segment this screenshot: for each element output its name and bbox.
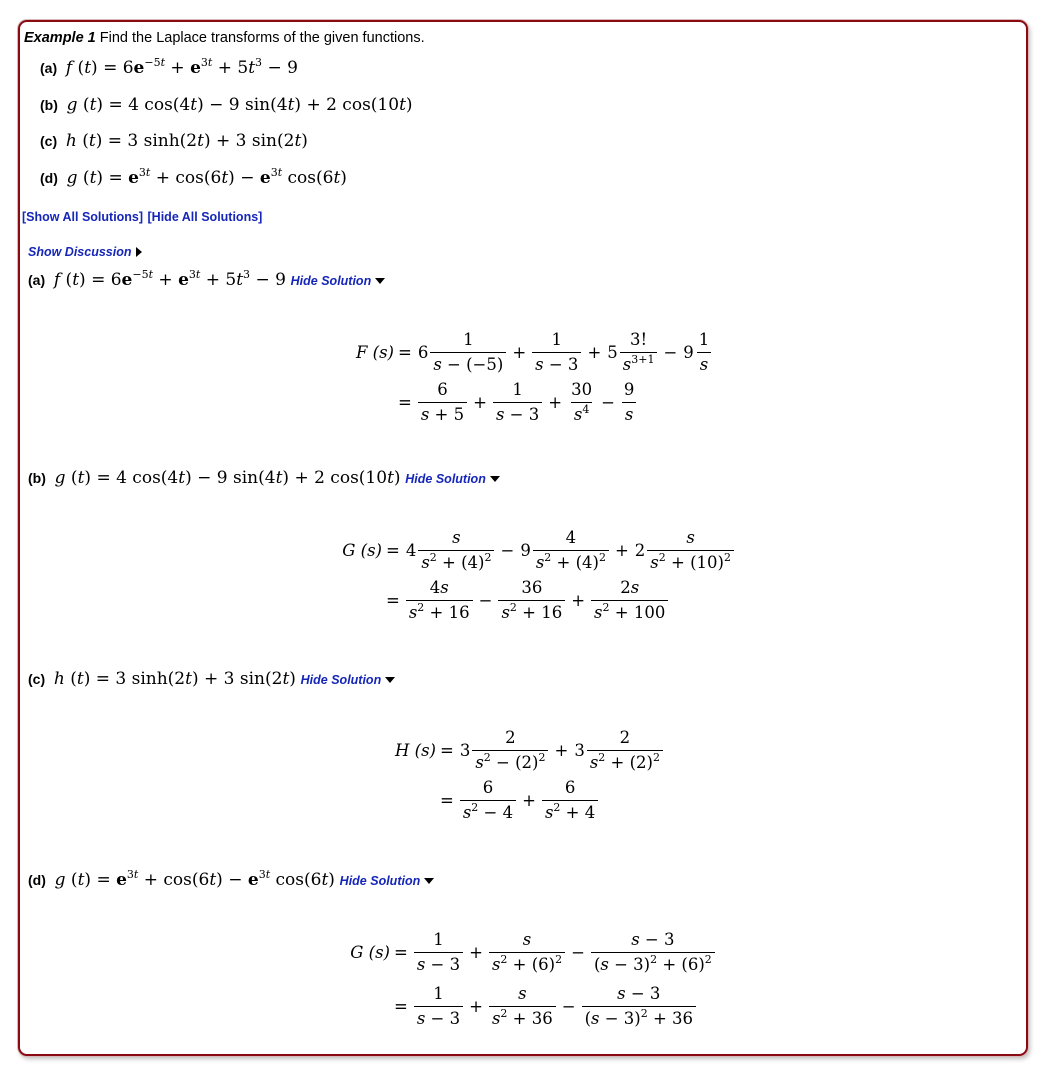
hide-solution-d-link[interactable]: Hide Solution — [339, 874, 421, 888]
show-discussion-toggle[interactable] — [28, 243, 142, 261]
example-text: Find the Laplace transforms of the given functions. — [99, 30, 425, 46]
solution-a-math: F (s) = 6 $\frac{1}{s - (-5)}$ + $\frac{1}{s - 3}$ + 5 $\frac{3!}{s^{3+1}}$ − 9 $\frac{1}{s}$ = $\frac{6}{s + 5}$ + $\frac{1}{s - 3}$ + $\frac{30}{s^4}$ − $\frac{9}{s}$ — [355, 329, 710, 424]
problem-a: (a) f $(t) = 6e^{-5t} + e^{3t} + 5t^3 - 9$ — [40, 56, 298, 78]
solution-a-header: (a) f $(t) = 6e^{-5t} + e^{3t} + 5t^3 - 9$ Hide Solution — [28, 270, 385, 290]
problem-d: (d) g $(t) = e^{3t} + \cos(6t) - e^{3t}$ cos(6t) — [40, 166, 347, 188]
example-label: Example 1 — [24, 30, 96, 46]
solution-c-math: H (s) = 3 $\frac{2}{s^2 - (2)^2}$ + 3 $\frac{2}{s^2 + (2)^2}$ = $\frac{6}{s^2 - 4}$ + $\frac{6}{s^2 + 4}$ — [380, 724, 665, 826]
solution-d-math: G (s) = $\frac{1}{s - 3}$ + $\frac{s}{s^2 + (6)^2}$ − $\frac{s - 3}{(s - 3)^2 + (6)^2}$ = $\frac{1}{s - 3}$ + $\frac{s}{s^2 + 36}$ − $\frac{s - 3}{(s - 3)^2 + 36}$ — [334, 926, 717, 1032]
show-all-solutions-link[interactable]: [Show All Solutions] — [22, 210, 144, 224]
solution-d-header: (d) g $(t) = e^{3t} + \cos(6t) - e^{3t}$ cos(6t) Hide Solution — [28, 870, 434, 890]
solution-controls — [22, 208, 262, 226]
hide-all-solutions-link[interactable]: [Hide All Solutions] — [147, 210, 263, 224]
triangle-down-icon — [375, 278, 385, 284]
hide-solution-a-link[interactable]: Hide Solution — [290, 274, 372, 288]
hide-solution-b-link[interactable]: Hide Solution — [405, 472, 486, 486]
solution-b-header: (b) g (t) = 4 cos(4t) − 9 sin(4t) + 2 cos(10t) Hide Solution — [28, 468, 500, 488]
triangle-down-icon — [424, 878, 434, 884]
triangle-down-icon — [490, 476, 500, 482]
example-heading — [24, 30, 425, 46]
solution-c-header: (c) h (t) = 3 sinh(2t) + 3 sin(2t) Hide Solution — [28, 669, 395, 689]
problem-a-math: f $(t) = 6e^{-5t} + e^{3t} + 5t^3 - 9$ — [65, 56, 298, 78]
problem-b-math: g (t) = 4 cos(4t) − 9 sin(4t) + 2 cos(10t) — [66, 95, 413, 115]
triangle-right-icon — [136, 247, 142, 257]
show-discussion-link[interactable]: Show Discussion — [28, 245, 132, 259]
problem-c: (c) h (t) = 3 sinh(2t) + 3 sin(2t) — [40, 131, 308, 151]
problem-d-math: g $(t) = e^{3t} + \cos(6t) - e^{3t}$ cos(6t) — [66, 166, 347, 188]
problem-c-math: h (t) = 3 sinh(2t) + 3 sin(2t) — [65, 131, 308, 151]
problem-b: (b) g (t) = 4 cos(4t) − 9 sin(4t) + 2 cos(10t) — [40, 95, 413, 115]
hide-solution-c-link[interactable]: Hide Solution — [300, 673, 382, 687]
triangle-down-icon — [385, 677, 395, 683]
solution-b-math: G (s) = 4 $\frac{s}{s^2 + (4)^2}$ − 9 $\frac{4}{s^2 + (4)^2}$ + 2 $\frac{s}{s^2 + (10)^2}$ = $\frac{4s}{s^2 + 16}$ − $\frac{36}{s^2 + 16}$ + $\frac{2s}{s^2 + 100}$ — [322, 524, 736, 626]
